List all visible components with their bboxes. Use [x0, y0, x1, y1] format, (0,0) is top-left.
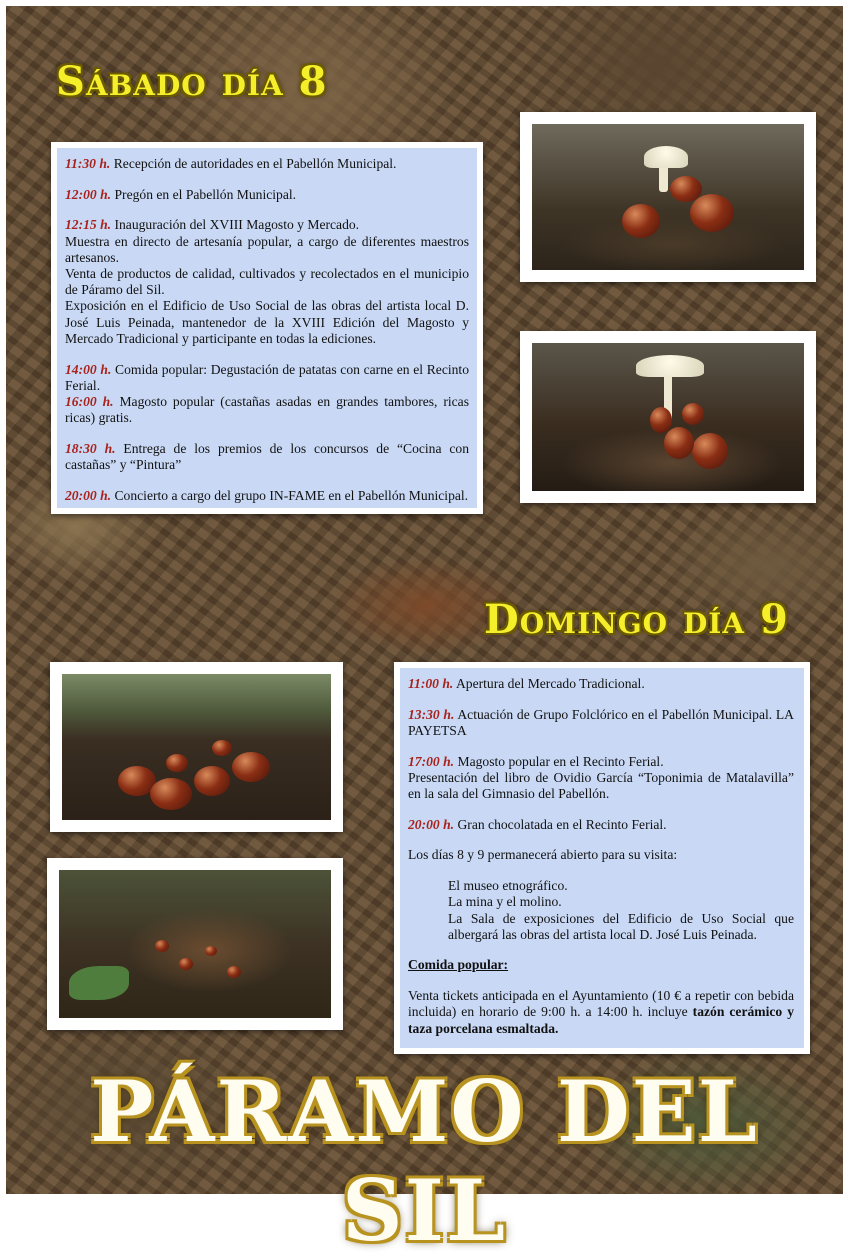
photo-mushroom-chestnuts-1	[520, 112, 816, 282]
sunday-entry-1	[408, 676, 794, 692]
food-heading: Comida popular:	[408, 957, 509, 973]
photo-image	[62, 674, 331, 820]
photo-chestnuts-burrs	[47, 858, 343, 1030]
sunday-entry-2	[408, 707, 794, 739]
entry-time: 14:00 h.	[65, 361, 112, 377]
food-info: Venta tickets anticipada en el Ayuntamiento (10 € a repetir con bebida incluida) en horario de 9:00 h. a 14:00 h. incluye	[408, 988, 794, 1020]
entry-time: 20:00 h.	[408, 816, 455, 832]
food-text	[408, 988, 794, 1037]
sunday-entry-3	[408, 754, 794, 803]
entry-text: Exposición en el Edificio de Uso Social de las obras del artista local D. José Luis Peinada, mantenedor de la XVIII Edición del Magosto y Mercado Tradicional y participante en todas la ediciones.	[65, 298, 469, 346]
open-item: La Sala de exposiciones del Edificio de Uso Social que albergará las obras del artista local D. José Luis Peinada.	[448, 910, 794, 942]
footer-title: PÁRAMO DEL SIL	[90, 1062, 759, 1260]
entry-text: Venta de productos de calidad, cultivados y recolectados en el municipio de Páramo del Sil.	[65, 266, 469, 298]
entry-time: 11:30 h.	[65, 156, 111, 171]
saturday-entry-3	[65, 217, 469, 347]
photo-mushroom-chestnuts-2	[520, 331, 816, 503]
saturday-entry-2	[65, 187, 469, 203]
entry-text: Magosto popular en el Recinto Ferial.	[454, 753, 664, 769]
open-item: La mina y el molino.	[448, 894, 562, 910]
entry-time: 11:00 h.	[408, 676, 454, 691]
entry-text: Concierto a cargo del grupo IN-FAME en el Pabellón Municipal.	[111, 487, 469, 503]
saturday-heading: Sábado día 8	[56, 58, 328, 105]
entry-time: 20:00 h.	[65, 487, 112, 503]
saturday-entry-4	[65, 362, 469, 394]
entry-text: Presentación del libro de Ovidio García “Toponimia de Matalavilla” en la sala del Gimnasio del Pabellón.	[408, 769, 794, 802]
entry-text: Magosto popular (castañas asadas en grandes tambores, ricas ricas) gratis.	[65, 393, 469, 426]
photo-image	[59, 870, 331, 1018]
entry-time: 12:00 h.	[65, 186, 112, 202]
entry-text: Inauguración del XVIII Magosto y Mercado.	[111, 217, 360, 233]
saturday-entry-5	[65, 394, 469, 426]
saturday-entry-1	[65, 156, 469, 172]
entry-time: 13:30 h.	[408, 706, 455, 722]
entry-text: Comida popular: Degustación de patatas con carne en el Recinto Ferial.	[65, 361, 469, 393]
sunday-entry-4	[408, 817, 794, 833]
entry-text: Apertura del Mercado Tradicional.	[453, 676, 645, 691]
saturday-entry-7	[65, 488, 469, 504]
entry-text: Muestra en directo de artesanía popular, a cargo de diferentes maestros artesanos.	[65, 233, 469, 265]
entry-time: 18:30 h.	[65, 440, 116, 456]
photo-image	[532, 124, 804, 270]
entry-text: Gran chocolatada en el Recinto Ferial.	[454, 816, 667, 832]
entry-time: 17:00 h.	[408, 753, 455, 769]
photo-image	[532, 343, 804, 491]
entry-time: 12:15 h.	[65, 217, 112, 233]
open-item: El museo etnográfico.	[448, 878, 568, 894]
saturday-schedule-panel	[51, 142, 483, 514]
food-gift: tazón cerámico y taza porcelana esmaltada.	[408, 1004, 794, 1036]
open-intro: Los días 8 y 9 permanecerá abierto para su visita:	[408, 847, 678, 863]
entry-text: Pregón en el Pabellón Municipal.	[111, 186, 297, 202]
sunday-schedule-panel	[394, 662, 810, 1054]
open-list	[408, 878, 794, 943]
poster-background	[6, 6, 843, 1260]
sunday-heading: Domingo día 9	[484, 596, 789, 643]
saturday-entry-6	[65, 441, 469, 473]
entry-text: Actuación de Grupo Folclórico en el Pabellón Municipal. LA PAYETSA	[408, 706, 794, 738]
entry-text: Recepción de autoridades en el Pabellón Municipal.	[110, 156, 397, 171]
photo-chestnuts-ground	[50, 662, 343, 832]
entry-text: Entrega de los premios de los concursos de “Cocina con castañas” y “Pintura”	[65, 440, 469, 473]
entry-time: 16:00 h.	[65, 393, 114, 409]
